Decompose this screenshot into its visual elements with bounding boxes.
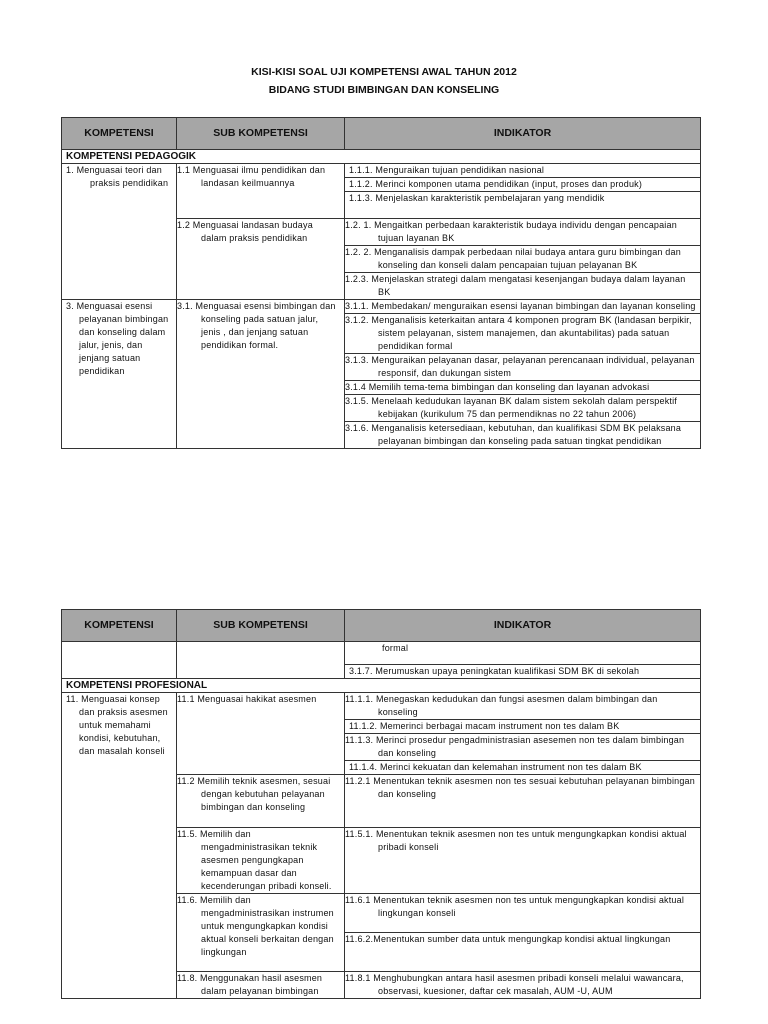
indikator-11-1-3: 11.1.3. Merinci prosedur pengadministrasian asesemen non tes dalam bimbingan dan konseling xyxy=(345,734,701,761)
indikator-11-1-1: 11.1.1. Menegaskan kedudukan dan fungsi asesmen dalam bimbingan dan konseling xyxy=(345,693,701,720)
indikator-11-6-1: 11.6.1 Menentukan teknik asesmen non tes untuk mengungkapkan kondisi aktual lingkungan konseli xyxy=(345,894,701,933)
header-indikator: INDIKATOR xyxy=(345,610,701,642)
sub-kompetensi-1-2: 1.2 Menguasai landasan budaya dalam praksis pendidikan xyxy=(177,219,345,300)
sub-kompetensi-1-1: 1.1 Menguasai ilmu pendidikan dan landasan keilmuannya xyxy=(177,164,345,219)
indikator-1-1-3: 1.1.3. Menjelaskan karakteristik pembelajaran yang mendidik xyxy=(345,192,701,219)
indikator-continued: formal xyxy=(345,642,701,665)
indikator-11-2-1: 11.2.1 Menentukan teknik asesmen non tes sesuai kebutuhan pelayanan bimbingan dan konseling xyxy=(345,775,701,828)
header-kompetensi: KOMPETENSI xyxy=(62,118,177,150)
indikator-11-1-4: 11.1.4. Merinci kekuatan dan kelemahan instrument non tes dalam BK xyxy=(345,761,701,775)
header-kompetensi: KOMPETENSI xyxy=(62,610,177,642)
sub-kompetensi-11-1: 11.1 Menguasai hakikat asesmen xyxy=(177,693,345,775)
kompetensi-1: 1. Menguasai teori dan praksis pendidikan xyxy=(62,164,177,300)
section-profesional: KOMPETENSI PROFESIONAL xyxy=(62,679,701,693)
sub-kompetensi-continued xyxy=(177,642,345,679)
kompetensi-3: 3. Menguasai esensi pelayanan bimbingan dan konseling dalam jalur, jenis, dan jenjang satuan pendidikan xyxy=(62,300,177,449)
indikator-3-1-3: 3.1.3. Menguraikan pelayanan dasar, pelayanan perencanaan individual, pelayanan responsif, dan dukungan sistem xyxy=(345,354,701,381)
sub-kompetensi-11-8: 11.8. Menggunakan hasil asesmen dalam pelayanan bimbingan xyxy=(177,972,345,999)
sub-kompetensi-3-1: 3.1. Menguasai esensi bimbingan dan konseling pada satuan jalur, jenis , dan jenjang satuan pendidikan formal. xyxy=(177,300,345,449)
indikator-1-2-2: 1.2. 2. Menganalisis dampak perbedaan nilai budaya antara guru bimbingan dan konseling dan konseli dalam pencapaian tujuan pelayanan BK xyxy=(345,246,701,273)
sub-kompetensi-11-6: 11.6. Memilih dan mengadministrasikan instrumen untuk mengungkapkan kondisi aktual konseli berkaitan dengan lingkungan xyxy=(177,894,345,972)
indikator-3-1-2: 3.1.2. Menganalisis keterkaitan antara 4 komponen program BK (landasan berpikir, sistem pelayanan, sistem manajemen, dan akuntabilitas) pada satuan pendidikan formal xyxy=(345,314,701,354)
indikator-1-2-3: 1.2.3. Menjelaskan strategi dalam mengatasi kesenjangan budaya dalam layanan BK xyxy=(345,273,701,300)
header-indikator: INDIKATOR xyxy=(345,118,701,150)
kompetensi-11: 11. Menguasai konsep dan praksis asesmen untuk memahami kondisi, kebutuhan, dan masalah konseli xyxy=(62,693,177,999)
indikator-11-8-1: 11.8.1 Menghubungkan antara hasil asesmen pribadi konseli melalui wawancara, observasi, kuesioner, daftar cek masalah, AUM -U, AUM xyxy=(345,972,701,999)
kompetensi-continued xyxy=(62,642,177,679)
indikator-1-1-2: 1.1.2. Merinci komponen utama pendidikan (input, proses dan produk) xyxy=(345,178,701,192)
sub-kompetensi-11-5: 11.5. Memilih dan mengadministrasikan teknik asesmen pengungkapan kemampuan dasar dan kecenderungan pribadi konseli. xyxy=(177,828,345,894)
indikator-3-1-7: 3.1.7. Merumuskan upaya peningkatan kualifikasi SDM BK di sekolah xyxy=(345,665,701,679)
kisi-table-2 xyxy=(61,609,701,999)
indikator-3-1-4: 3.1.4 Memilih tema-tema bimbingan dan konseling dan layanan advokasi xyxy=(345,381,701,395)
section-pedagogik: KOMPETENSI PEDAGOGIK xyxy=(62,150,701,164)
kisi-table-1 xyxy=(61,117,701,449)
document-title: KISI-KISI SOAL UJI KOMPETENSI AWAL TAHUN 2012 xyxy=(251,66,517,78)
indikator-11-5-1: 11.5.1. Menentukan teknik asesmen non tes untuk mengungkapkan kondisi aktual pribadi konseli xyxy=(345,828,701,894)
indikator-3-1-6: 3.1.6. Menganalisis ketersediaan, kebutuhan, dan kualifikasi SDM BK pelaksana pelayanan bimbingan dan konseling pada satuan tingkat pendidikan xyxy=(345,422,701,449)
header-sub-kompetensi: SUB KOMPETENSI xyxy=(177,610,345,642)
indikator-11-1-2: 11.1.2. Memerinci berbagai macam instrument non tes dalam BK xyxy=(345,720,701,734)
indikator-1-2-1: 1.2. 1. Mengaitkan perbedaan karakteristik budaya individu dengan pencapaian tujuan layanan BK xyxy=(345,219,701,246)
indikator-3-1-5: 3.1.5. Menelaah kedudukan layanan BK dalam sistem sekolah dalam perspektif kebijakan (kurikulum 75 dan permendiknas no 22 tahun 2006) xyxy=(345,395,701,422)
document-subtitle: BIDANG STUDI BIMBINGAN DAN KONSELING xyxy=(268,84,500,96)
indikator-11-6-2: 11.6.2.Menentukan sumber data untuk mengungkap kondisi aktual lingkungan xyxy=(345,933,701,972)
header-sub-kompetensi: SUB KOMPETENSI xyxy=(177,118,345,150)
sub-kompetensi-11-2: 11.2 Memilih teknik asesmen, sesuai dengan kebutuhan pelayanan bimbingan dan konseling xyxy=(177,775,345,828)
indikator-1-1-1: 1.1.1. Menguraikan tujuan pendidikan nasional xyxy=(345,164,701,178)
indikator-3-1-1: 3.1.1. Membedakan/ menguraikan esensi layanan bimbingan dan layanan konseling xyxy=(345,300,701,314)
